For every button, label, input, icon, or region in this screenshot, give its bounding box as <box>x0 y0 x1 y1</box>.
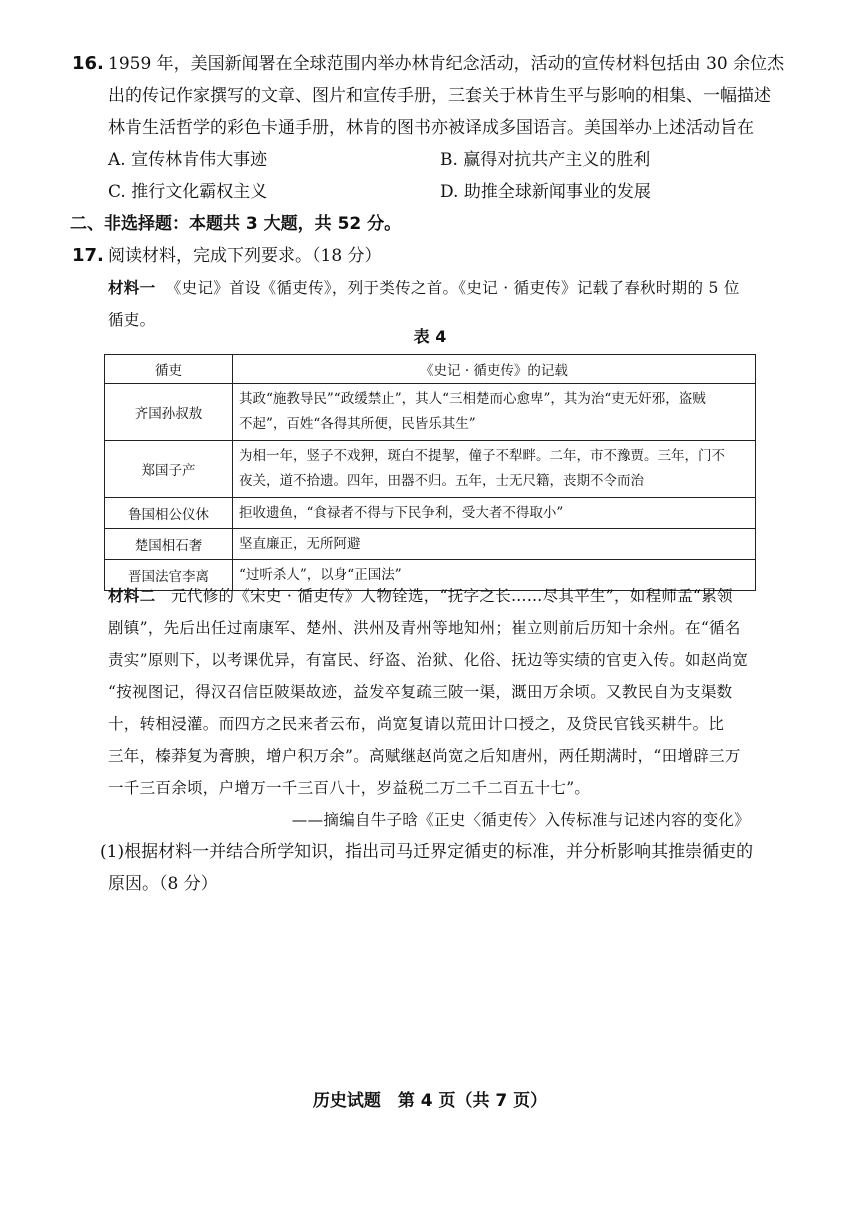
material-text: 《史记》首设《循吏传》，列于类传之首。《史记 · 循吏传》记载了春秋时期的 5 位 <box>165 279 740 297</box>
option-c: C. 推行文化霸权主义 <box>108 182 268 202</box>
table-title: 表 4 <box>413 327 447 346</box>
material-text: 循吏。 <box>108 311 156 329</box>
question-number: 16. <box>72 53 104 74</box>
material-2 <box>0 580 860 900</box>
table-cell-name: 郑国子产 <box>105 441 233 498</box>
table-cell-record: 坚直廉正，无所阿避 <box>233 529 756 560</box>
material-text: 剧镇”，先后出任过南康军、楚州、洪州及青州等地知州；崔立则前后历知十余州。在“循名 <box>108 619 741 637</box>
material-text: 一千三百余顷，户增万一千三百八十，岁益税二万二千二百五十七”。 <box>108 779 591 797</box>
question-stem-line: 1959 年，美国新闻署在全球范围内举办林肯纪念活动，活动的宣传材料包括由 30 余位杰 <box>108 54 785 74</box>
material-1 <box>108 272 740 304</box>
option-b: B. 赢得对抗共产主义的胜利 <box>440 150 651 170</box>
material-text: “按视图记，得汉召信臣陂渠故迹，益发卒复疏三陂一渠，溉田万余顷。又教民自为支渠数 <box>108 683 733 701</box>
question-16 <box>0 48 860 336</box>
material-text: 十，转相浸灌。而四方之民来者云布，尚宽复请以荒田计口授之，及贷民官钱买耕牛。比 <box>108 715 725 733</box>
table-row <box>105 529 756 560</box>
table-cell-name: 齐国孙叔敖 <box>105 384 233 441</box>
option-d: D. 助推全球新闻事业的发展 <box>440 182 651 202</box>
question-number: 17. <box>72 245 104 266</box>
table-cell-record: “过听杀人”，以身“正国法” <box>233 560 756 591</box>
table-4 <box>104 354 756 591</box>
material-label: 材料一 <box>108 279 156 297</box>
material-text: 三年，榛莽复为膏腴，增户积万余”。高赋继赵尚宽之后知唐州，两任期满时，“田增辟三万 <box>108 747 741 765</box>
table-cell-name: 晋国法官李离 <box>105 560 233 591</box>
option-a: A. 宣传林肯伟大事迹 <box>108 150 268 170</box>
section-heading: 二、非选择题：本题共 3 大题，共 52 分。 <box>70 214 402 234</box>
table-row <box>105 441 756 498</box>
table-header: 《史记 · 循吏传》的记载 <box>233 355 756 384</box>
material-source: ——摘编自牛子晗《正史〈循吏传〉入传标准与记述内容的变化》 <box>291 811 750 829</box>
table-cell-name: 楚国相石奢 <box>105 529 233 560</box>
table-cell-record: 为相一年，竖子不戏狎，斑白不提挈，僮子不犁畔。二年，市不豫贾。三年，门不 夜关，道不拾遗。四年，田器不归。五年，士无尺籍，丧期不令而治 <box>233 441 756 498</box>
question-stem-line: 出的传记作家撰写的文章、图片和宣传手册，三套关于林肯生平与影响的相集、一幅描述 <box>108 86 771 106</box>
table-cell-record: 其政“施教导民”“政缓禁止”，其人“三相楚而心愈卑”，其为治“吏无奸邪，盗贼 不起”，百姓“各得其所便，民皆乐其生” <box>233 384 756 441</box>
page-footer: 历史试题 第 4 页（共 7 页） <box>312 1091 548 1111</box>
subquestion-1: 原因。（8 分） <box>108 874 218 894</box>
table-cell-record: 拒收遗鱼，“食禄者不得与下民争利，受大者不得取小” <box>233 498 756 529</box>
table-header: 循吏 <box>105 355 233 384</box>
table-row <box>105 498 756 529</box>
material-text: 责实”原则下，以考课优异，有富民、纾盗、治狱、化俗、抚边等实绩的官吏入传。如赵尚宽 <box>108 651 749 669</box>
table-header-row <box>105 355 756 384</box>
material-text: 元代修的《宋史 · 循吏传》人物铨选，“抚字之长……尽其平生”，如程师孟“累领 <box>171 587 733 605</box>
subquestion-1: (1)根据材料一并结合所学知识，指出司马迁界定循吏的标准，并分析影响其推崇循吏的 <box>100 842 754 862</box>
material-label: 材料二 <box>108 587 156 605</box>
question-prompt: 阅读材料，完成下列要求。（18 分） <box>108 246 382 266</box>
table-row <box>105 384 756 441</box>
question-stem-line: 林肯生活哲学的彩色卡通手册，林肯的图书亦被译成多国语言。美国举办上述活动旨在 <box>108 118 754 138</box>
table-cell-name: 鲁国相公仪休 <box>105 498 233 529</box>
